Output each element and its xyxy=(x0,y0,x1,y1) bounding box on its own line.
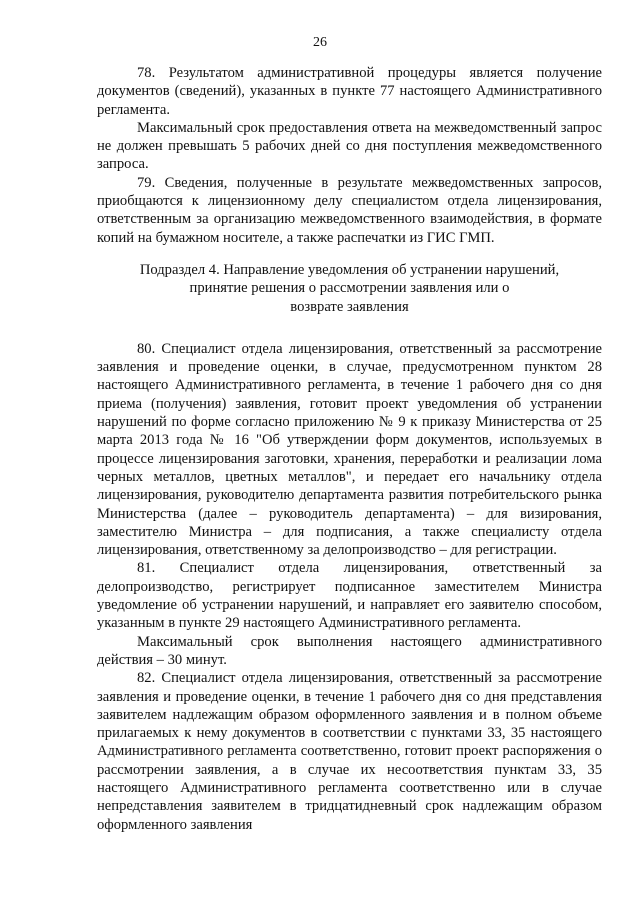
paragraph-79: 79. Сведения, полученные в результате межведомственных запросов, приобщаются к лицензионному делу специалистом отдела лицензирования, ответственным за организацию межведомственного взаимодействия, в формате копий на бумажном носителе, а также распечатки из ГИС ГМП. xyxy=(97,174,602,246)
subsection-heading-line-1: Подраздел 4. Направление уведомления об устранении нарушений, xyxy=(139,261,560,278)
subsection-heading xyxy=(97,261,602,316)
paragraph-78-max-term: Максимальный срок предоставления ответа на межведомственный запрос не должен превышать 5 рабочих дней со дня поступления межведомственного запроса. xyxy=(97,119,602,173)
subsection-heading-line-3: возврате заявления xyxy=(290,298,409,315)
paragraph-81-max-term: Максимальный срок выполнения настоящего административного действия – 30 минут. xyxy=(97,633,602,668)
subsection-heading-line-2: принятие решения о рассмотрении заявления или о xyxy=(189,280,510,297)
paragraph-82: 82. Специалист отдела лицензирования, ответственный за рассмотрение заявления и проведение оценки, в течение 1 рабочего дня со дня представления заявителем надлежащим образом оформленного заявления и в полном объеме прилагаемых к нему документов в соответствии с пунктами 33, 35 настоящего Административного регламента соответственно, готовит проект распоряжения о рассмотрении заявления, а в случае их несоответствия пунктам 33, 35 настоящего Административного регламента соответственно или в случае непредставления заявителем в тридцатидневный срок надлежащим образом оформленного заявления xyxy=(97,670,602,833)
paragraph-78: 78. Результатом административной процедуры является получение документов (сведений), указанных в пункте 77 настоящего Административного регламента. xyxy=(97,65,602,118)
paragraph-80: 80. Специалист отдела лицензирования, ответственный за рассмотрение заявления и проведение оценки, в случае, предусмотренном пунктом 28 настоящего Административного регламента, в течение 1 рабочего дня со дня приема (получения) заявления, готовит проект уведомления об устранении нарушений по форме согласно приложению № 9 к приказу Министерства от 25 марта 2013 года № 16 "Об утверждении форм документов, используемых в процессе лицензирования заготовки, хранения, переработки и реализации лома черных металлов, цветных металлов", и передает его начальнику отдела лицензирования, руководителю департамента развития потребительского рынка Министерства (далее – руководитель департамента) – для визирования, заместителю Министра – для подписания, а также специалисту отдела лицензирования, ответственному за делопроизводство – для регистрации. xyxy=(97,340,602,559)
paragraph-81: 81. Специалист отдела лицензирования, ответственный за делопроизводство, регистрирует подписанное заместителем Министра уведомление об устранении нарушений, и направляет его заявителю способом, указанным в пункте 29 настоящего Административного регламента. xyxy=(97,560,602,632)
page-number: 26 xyxy=(313,35,327,50)
document-body xyxy=(97,64,602,834)
